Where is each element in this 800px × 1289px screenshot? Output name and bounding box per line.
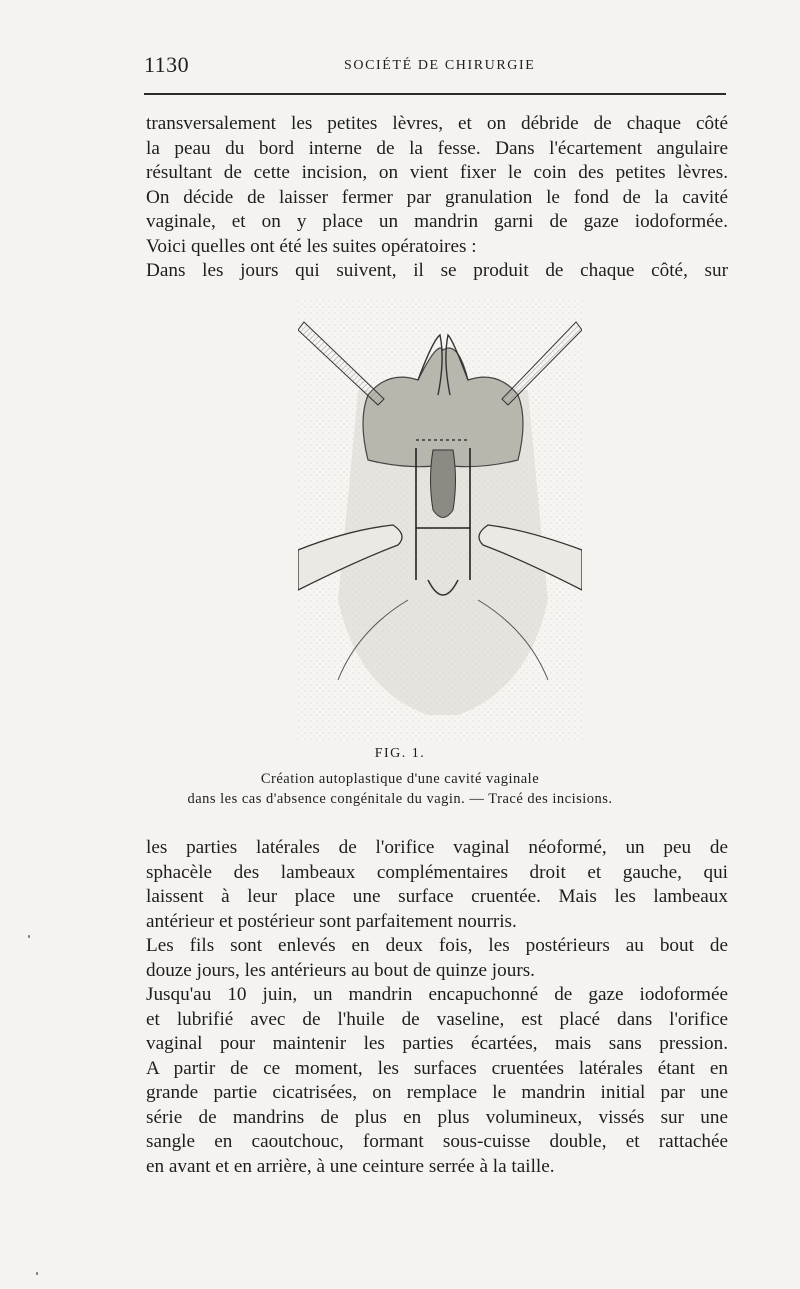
- paragraph: [146, 259, 728, 284]
- text-line: A partir de ce moment, les surfaces cruentées latérales étant en: [146, 1057, 728, 1079]
- figure-label: FIG. 1.: [374, 746, 426, 761]
- text-line: et lubrifié avec de l'huile de vaseline, est placé dans l'orifice: [146, 1008, 728, 1030]
- header-rule: [144, 93, 726, 95]
- surgical-illustration: [298, 300, 582, 740]
- text-line: douze jours, les antérieurs au bout de quinze jours.: [146, 959, 535, 981]
- page-number: 1130: [144, 52, 190, 77]
- text-line: Les fils sont enlevés en deux fois, les postérieurs au bout de: [146, 935, 728, 956]
- text-line: antérieur et postérieur sont parfaitement nourris.: [146, 910, 517, 932]
- text-line: en avant et en arrière, à une ceinture serrée à la taille.: [146, 1155, 555, 1177]
- paper-speck: [36, 1272, 38, 1275]
- text-line: vaginal pour maintenir les parties écartées, mais sans pression.: [146, 1033, 728, 1054]
- text-line: grande partie cicatrisées, on remplace le mandrin initial par une: [146, 1082, 728, 1103]
- text-line: sphacèle des lambeaux complémentaires droit et gauche, qui: [146, 861, 728, 883]
- paper-speck: [28, 935, 30, 938]
- text-line: résultant de cette incision, on vient fixer le coin des petites lèvres.: [146, 162, 728, 183]
- paragraph: [146, 186, 728, 260]
- body-text-top: [146, 112, 728, 284]
- text-line: série de mandrins de plus en plus volumineux, vissés sur une: [146, 1106, 728, 1128]
- caption-line: dans les cas d'absence congénitale du vagin. — Tracé des incisions.: [187, 790, 613, 807]
- paragraph: [146, 983, 728, 1057]
- paragraph: [146, 1057, 728, 1180]
- surgical-drawing: [298, 300, 582, 740]
- paragraph: [146, 836, 728, 934]
- running-head: SOCIÉTÉ DE CHIRURGIE: [344, 58, 536, 73]
- text-line: Jusqu'au 10 juin, un mandrin encapuchonné de gaze iodoformée: [146, 984, 728, 1005]
- text-line: sangle en caoutchouc, formant sous-cuisse double, et rattachée: [146, 1131, 728, 1152]
- paragraph: [146, 112, 728, 186]
- text-line: On décide de laisser fermer par granulation le fond de la cavité: [146, 186, 728, 208]
- paragraph: [146, 934, 728, 983]
- text-line: les parties latérales de l'orifice vaginal néoformé, un peu de: [146, 837, 728, 858]
- text-line: vaginale, et on y place un mandrin garni de gaze iodoformée.: [146, 211, 728, 232]
- caption-line: Création autoplastique d'une cavité vaginale: [260, 771, 540, 787]
- page-header: [144, 52, 724, 82]
- text-line: transversalement les petites lèvres, et on débride de chaque côté: [146, 113, 728, 134]
- text-line: Voici quelles ont été les suites opératoires :: [146, 235, 477, 257]
- text-line: laissent à leur place une surface cruentée. Mais les lambeaux: [146, 886, 728, 907]
- text-line: Dans les jours qui suivent, il se produit de chaque côté, sur: [146, 260, 728, 281]
- figure-caption: [0, 770, 800, 809]
- body-text-bottom: [146, 836, 728, 1179]
- text-line: la peau du bord interne de la fesse. Dans l'écartement angulaire: [146, 137, 728, 159]
